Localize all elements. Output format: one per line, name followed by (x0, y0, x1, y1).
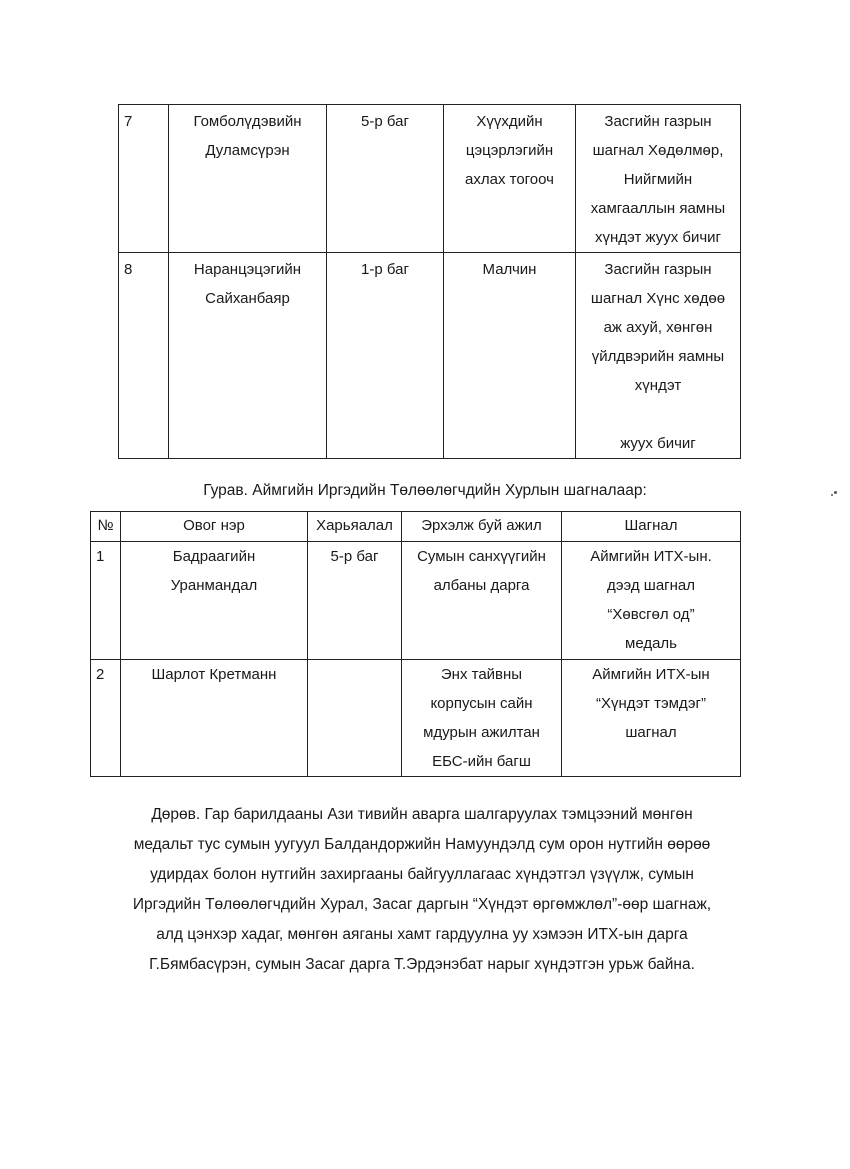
paragraph-line: Иргэдийн Төлөөлөгчдийн Хурал, Засаг даргын “Хүндэт өргөмжлөл”-өөр шагнаж, (132, 896, 712, 913)
paragraph-line: Г.Бямбасүрэн, сумын Засаг дарга Т.Эрдэнэбат нарыг хүндэтгэн урьж байна. (149, 956, 695, 973)
paragraph-line: Дөрөв. Гар барилдааны Ази тивийн аварга шалгаруулах тэмцээний мөнгөн (151, 806, 693, 823)
person-region: 5-р баг (308, 542, 402, 660)
table-header-row (91, 512, 741, 542)
table-row (119, 253, 741, 459)
row-number: 1 (91, 542, 121, 660)
person-region (308, 660, 402, 777)
table-row (119, 105, 741, 253)
column-header-job: Эрхэлж буй ажил (402, 512, 562, 542)
column-header-number: № (91, 512, 121, 542)
person-award: Аймгийн ИТХ-ын. дээд шагнал “Хөвсгөл од” медаль (562, 542, 741, 660)
paragraph-line: алд цэнхэр хадаг, мөнгөн аяганы хамт гардуулна уу хэмээн ИТХ-ын дарга (156, 926, 688, 943)
person-name: Гомболүдэвийн Дуламсүрэн (169, 105, 327, 253)
table-row (91, 542, 741, 660)
person-award: Засгийн газрын шагнал Хүнс хөдөө аж ахуй, хөнгөн үйлдвэрийн яамны хүндэт жуух бичиг (576, 253, 741, 459)
scan-speck (831, 494, 833, 496)
person-job: Сумын санхүүгийн албаны дарга (402, 542, 562, 660)
person-name: Наранцэцэгийн Сайханбаяр (169, 253, 327, 459)
section-four-paragraph (92, 800, 752, 980)
paragraph-line: медальт тус сумын уугуул Балдандоржийн Намуундэлд сум орон нутгийн өөрөө (133, 836, 711, 853)
row-number: 2 (91, 660, 121, 777)
person-name: Бадраагийн Уранмандал (121, 542, 308, 660)
row-number: 7 (119, 105, 169, 253)
person-award: Аймгийн ИТХ-ын “Хүндэт тэмдэг” шагнал (562, 660, 741, 777)
column-header-award: Шагнал (562, 512, 741, 542)
awards-table-government (118, 104, 741, 459)
person-job: Хүүхдийн цэцэрлэгийн ахлах тогооч (444, 105, 576, 253)
row-number: 8 (119, 253, 169, 459)
scan-speck (834, 491, 837, 494)
table-row (91, 660, 741, 777)
person-region: 1-р баг (327, 253, 444, 459)
column-header-region: Харьяалал (308, 512, 402, 542)
person-name: Шарлот Кретманн (121, 660, 308, 777)
person-award: Засгийн газрын шагнал Хөдөлмөр, Нийгмийн хамгааллын яамны хүндэт жуух бичиг (576, 105, 741, 253)
paragraph-line: удирдах болон нутгийн захиргааны байгууллагаас хүндэтгэл үзүүлж, сумын (150, 866, 694, 883)
person-region: 5-р баг (327, 105, 444, 253)
person-job: Малчин (444, 253, 576, 459)
person-job: Энх тайвны корпусын сайн мдурын ажилтан ЕБС-ийн багш (402, 660, 562, 777)
awards-table-province (90, 511, 741, 777)
column-header-name: Овог нэр (121, 512, 308, 542)
section-three-heading: Гурав. Аймгийн Иргэдийн Төлөөлөгчдийн Хурлын шагналаар: (203, 482, 647, 499)
